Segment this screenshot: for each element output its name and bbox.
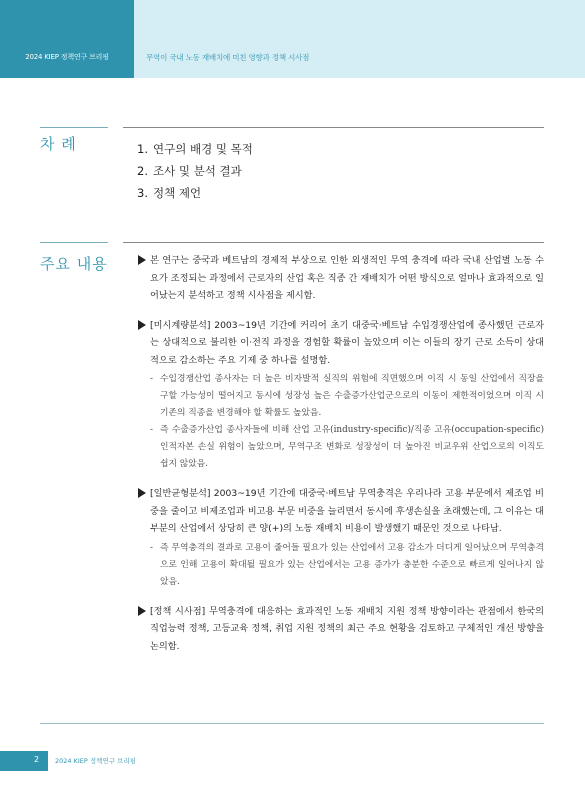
toc-label: 차 례 [40, 135, 77, 153]
toc-list [137, 138, 253, 204]
summary-sub-item: - 즉 수출증가산업 종사자들에 비해 산업 고유(industry-specific)/직종 고유(occupation-specific) 인적자본 손실 위험이 높았으며, 무역구조 변화로 성장성이 더 높아진 비교우위 산업으로의 이직도 쉽지 않았음. [150, 425, 544, 469]
summary-bullet: [일반균형분석] 2003~19년 기간에 대중국·베트남 무역충격은 우리나라 고용 부문에서 제조업 비중을 줄이고 비제조업과 비고용 부문 비중을 늘리면서 동시에 후생손실을 초래했는데, 그 이유는 대부분의 산업에서 상당히 큰 양(+)의 노동 재배치 비용이 발생했기 때문인 것으로 나타남. [138, 485, 544, 538]
bottom-rule [40, 723, 544, 724]
summary-bullet: [정책 시사점] 무역충격에 대응하는 효과적인 노동 재배치 지원 정책 방향이라는 관점에서 한국의 직업능력 정책, 고등교육 정책, 취업 지원 정책의 최근 주요 현황을 검토하고 구체적인 개선 방향을 논의함. [138, 603, 544, 656]
header-band-left [0, 0, 134, 78]
summary-rule-left [40, 242, 108, 243]
footer-series: 2024 KIEP 정책연구 브리핑 [55, 757, 136, 765]
toc-item[interactable]: 2. 조사 및 분석 결과 [137, 164, 242, 178]
footer-page-box [0, 751, 48, 771]
header-title: 무역이 국내 노동 재배치에 미친 영향과 정책 시사점 [146, 53, 310, 62]
toc-rule-left [40, 127, 108, 128]
summary-sub-item: - 수입경쟁산업 종사자는 더 높은 비자발적 실직의 위험에 직면했으며 이직 시 동일 산업에서 직장을 구할 가능성이 떨어지고 동시에 성장성 높은 수출증가산업군으로의 이동이 제한적이었으며 이직 시 기존의 직종을 변경해야 할 확률도 높았음. [150, 374, 544, 418]
toc-rule-right [123, 127, 544, 128]
toc-item[interactable]: 1. 연구의 배경 및 목적 [137, 142, 253, 156]
summary-sub-item: - 즉 무역충격의 결과로 고용이 줄어들 필요가 있는 산업에서 고용 감소가 더디게 일어났으며 무역충격으로 인해 고용이 확대될 필요가 있는 산업에서는 고용 증가가 충분한 수준으로 빠르게 일어나지 않았음. [150, 542, 544, 587]
header-series: 2024 KIEP 정책연구 브리핑 [25, 53, 109, 61]
triangle-bullet-icon [138, 606, 146, 616]
summary-rule-right [123, 242, 544, 243]
summary-bullet: [미시계량분석] 2003~19년 기간에 커리어 초기 대중국·베트남 수입경쟁산업에 종사했던 근로자는 상대적으로 불리한 이·전직 과정을 경험할 확률이 높았으며 이는 이들의 장기 근로 소득이 상대적으로 감소하는 주요 기제 중 하나를 설명함. [138, 317, 544, 370]
summary-content [138, 252, 544, 667]
triangle-bullet-icon [138, 255, 146, 265]
toc-item[interactable]: 3. 정책 제언 [137, 186, 202, 200]
summary-bullet: 본 연구는 중국과 베트남의 경제적 부상으로 인한 외생적인 무역 충격에 따라 국내 산업별 노동 수요가 조정되는 과정에서 근로자의 산업 혹은 직종 간 재배치가 어떤 방식으로 얼마나 효과적으로 일어났는지 분석하고 정책 시사점을 제시함. [138, 252, 544, 305]
triangle-bullet-icon [138, 320, 146, 330]
page-number: 2 [34, 755, 40, 764]
triangle-bullet-icon [138, 488, 146, 498]
summary-label: 주요 내용 [40, 255, 108, 273]
header-band-right [134, 0, 585, 78]
